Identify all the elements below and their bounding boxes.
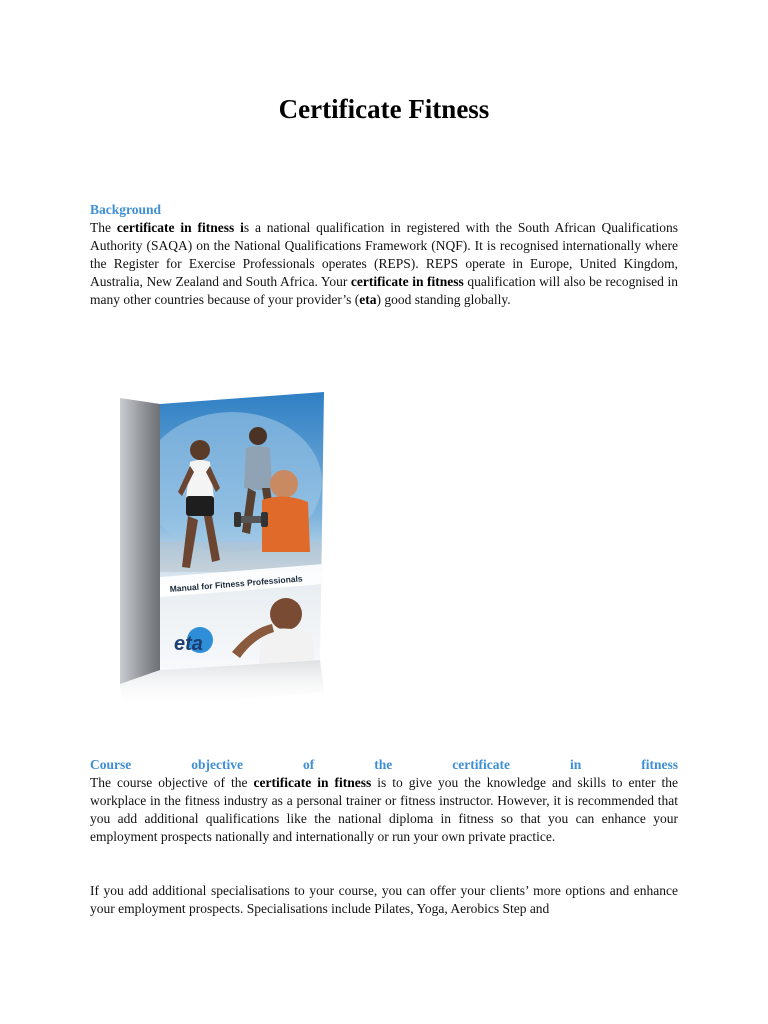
bold-run: certificate in fitness: [350, 274, 464, 289]
text-run: is to give you the knowledge and skills to enter the workplace in the fitness industry as a personal trainer or fitness instructor. However, it is recommended that you add additional qualifications like the national diploma in fitness so that you can enhance your employment prospects nationally and internationally or run your own private practice.: [90, 775, 678, 844]
specialisations-paragraph: If you add additional specialisations to your course, you can offer your clients’ more options and enhance your employment prospects. Specialisations include Pilates, Yoga, Aerobics Step and: [90, 883, 678, 916]
bold-run: certificate in fitness i: [116, 220, 244, 235]
text-run: qualification will also be recognised in many other countries because of your provider’s (: [90, 274, 678, 307]
course-objective-paragraph: [90, 774, 678, 846]
text-run: The: [90, 220, 117, 235]
course-objective-heading: Course objective of the certificate in fitness: [90, 757, 678, 772]
book-logo-text: eta: [174, 633, 203, 655]
text-run: ) good standing globally.: [376, 292, 511, 307]
text-run: The course objective of the: [90, 775, 254, 790]
page-title: Certificate Fitness: [278, 94, 490, 124]
book-cover-title: Manual for Fitness Professionals: [169, 573, 303, 594]
background-heading: Background: [90, 202, 162, 217]
manual-book-illustration: [112, 392, 342, 722]
manual-book-image: [112, 392, 342, 722]
bold-run: eta: [359, 292, 377, 307]
bold-run: certificate in fitness: [253, 775, 372, 790]
text-run: s a national qualification in registered with the South African Qualifications Authority (SAQA) on the National Qualifications Framework (NQF). It is recognised internationally where the Register for Exercise Professionals operates (REPS). REPS operate in Europe, United Kingdom, Australia, New Zealand and South Africa. Your: [90, 220, 678, 289]
background-paragraph: [90, 219, 678, 309]
